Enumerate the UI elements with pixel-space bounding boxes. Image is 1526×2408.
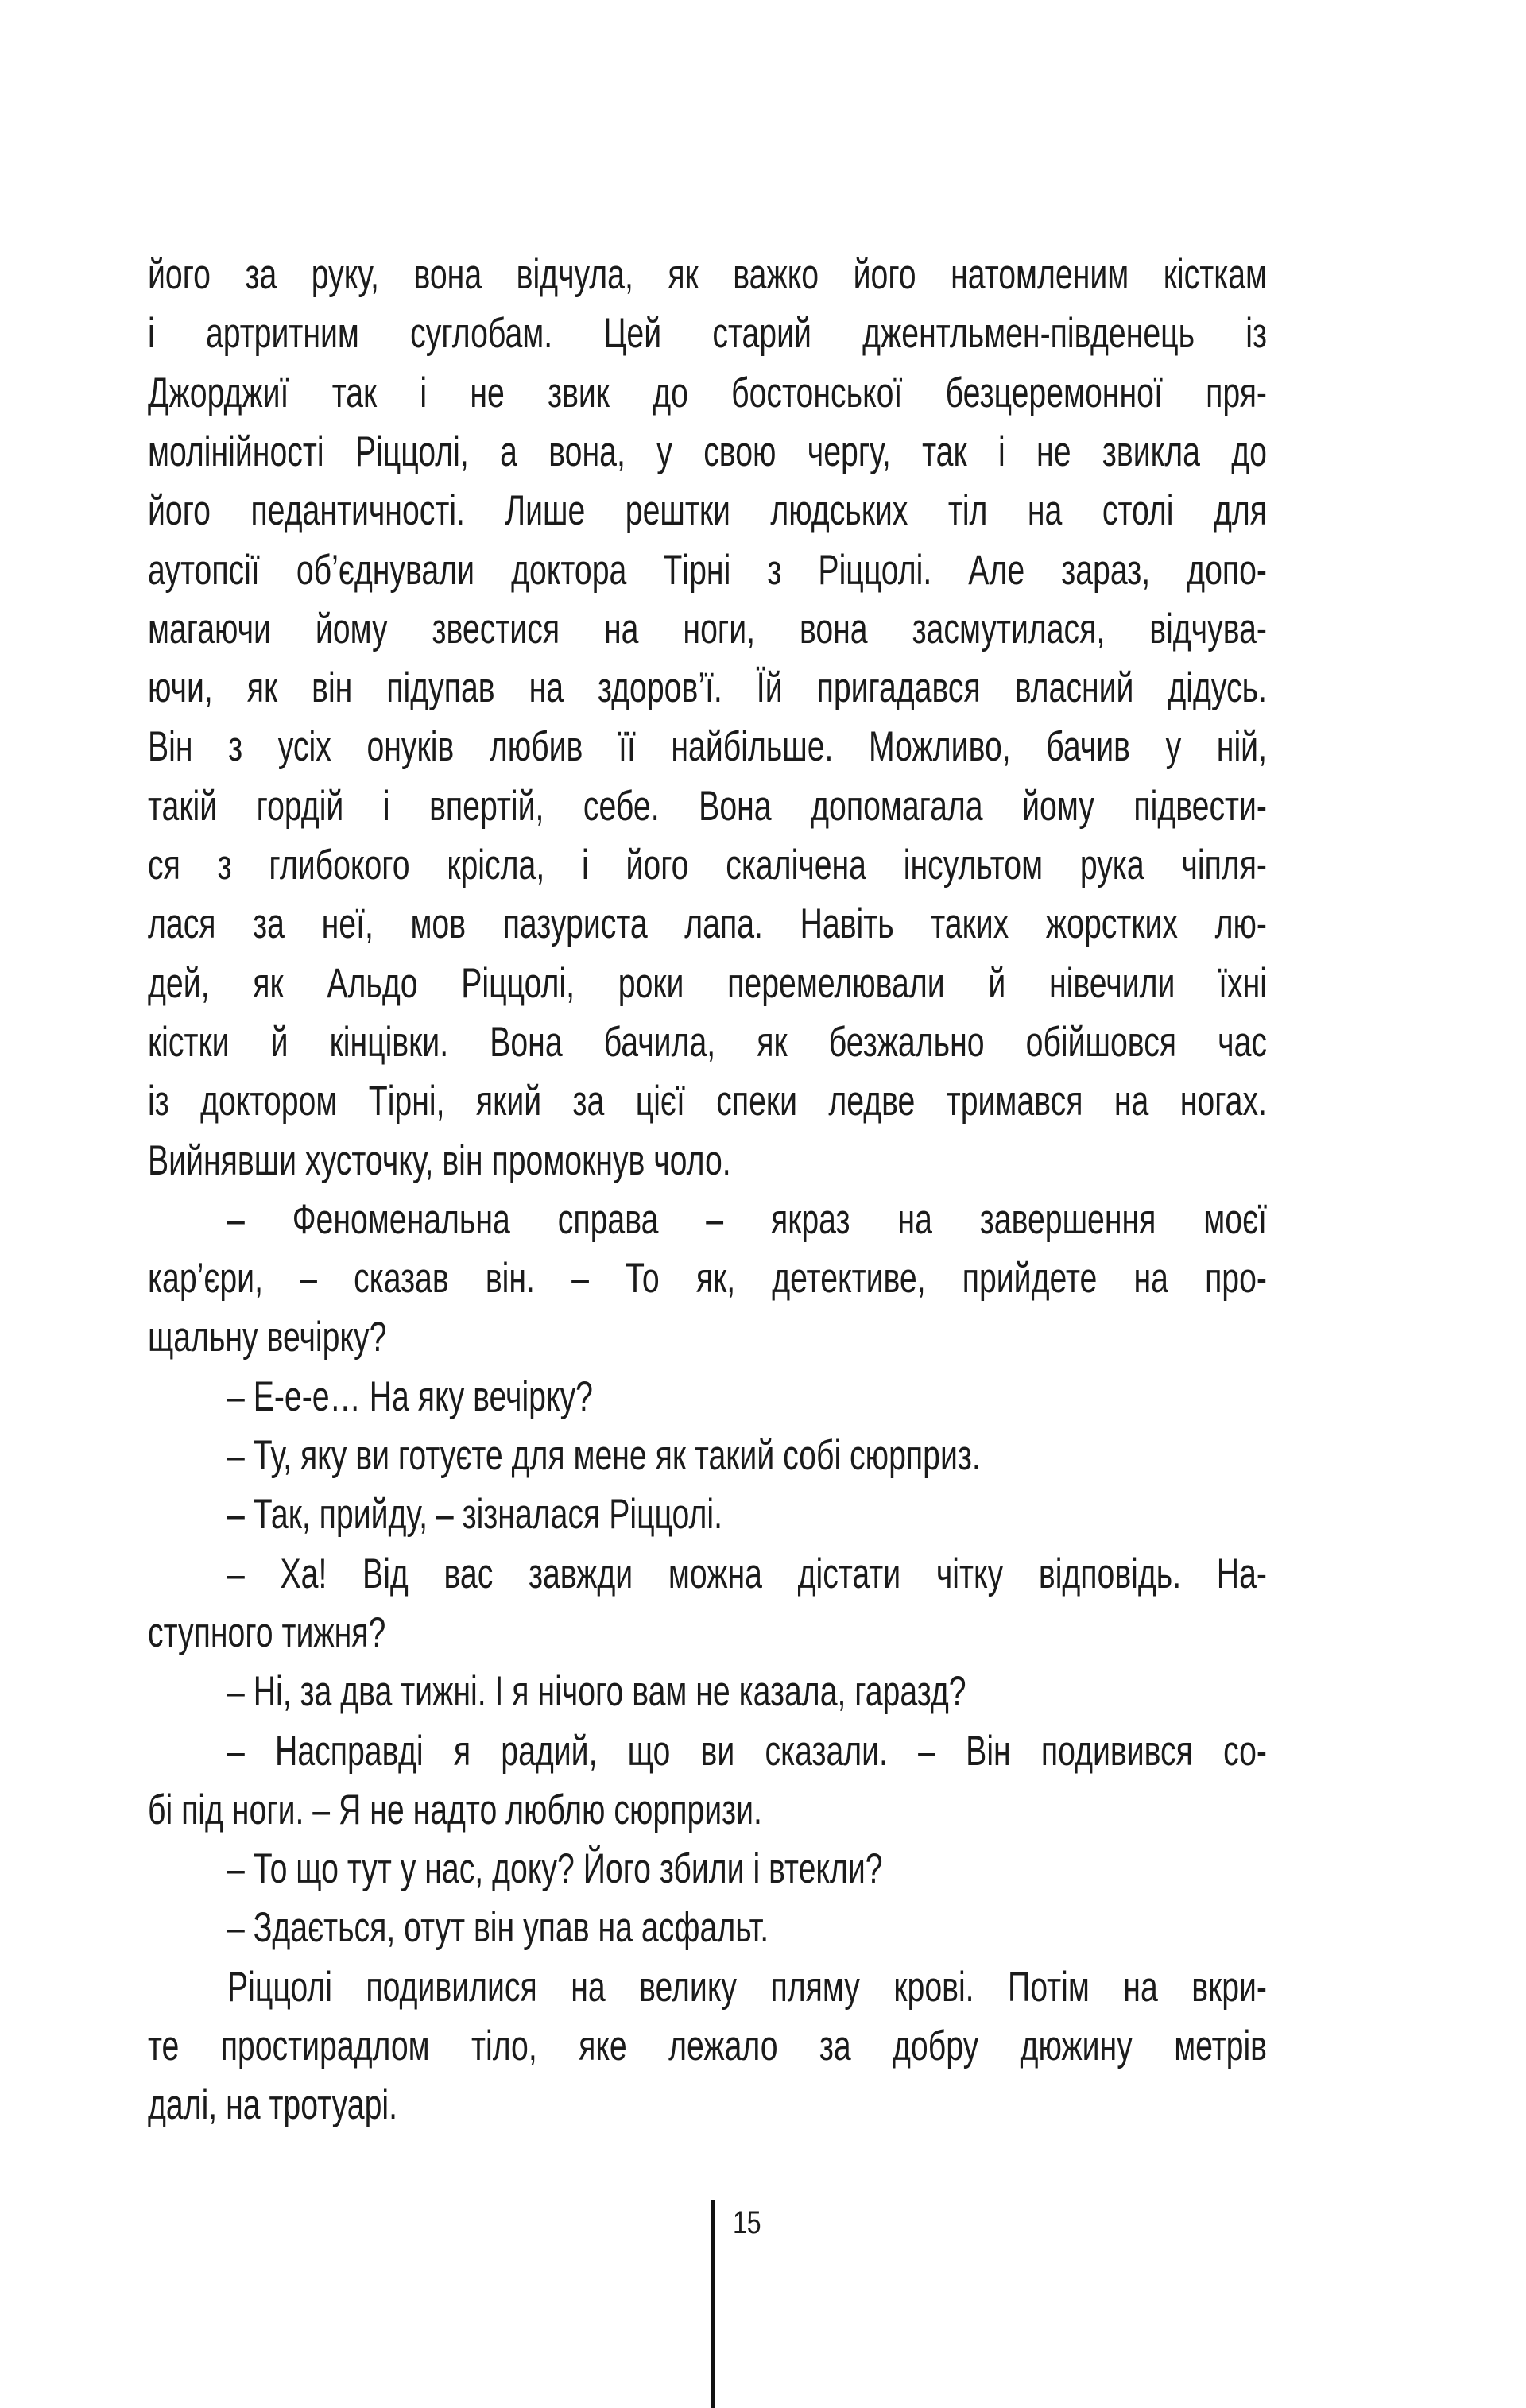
text-line	[227, 1958, 1267, 2017]
text-line-content: аутопсії об’єднували доктора Тірні з Ріццолі. Але зараз, допо-	[148, 546, 1267, 594]
text-line	[227, 1485, 1267, 1544]
text-line	[148, 541, 1267, 600]
text-line-content: – То що тут у нас, доку? Його збили і втекли?	[227, 1845, 883, 1893]
text-line-content: його за руку, вона відчула, як важко його натомленим кісткам	[148, 251, 1267, 298]
text-line	[148, 836, 1267, 895]
text-line	[227, 1427, 1267, 1485]
text-line	[227, 1722, 1267, 1781]
text-line	[148, 1132, 1267, 1190]
text-line	[148, 1604, 1267, 1663]
text-line	[227, 1840, 1267, 1899]
text-line	[148, 482, 1267, 540]
text-line-content: – Ха! Від вас завжди можна дістати чітку відповідь. На-	[227, 1550, 1267, 1597]
text-line-content: – Феноменальна справа – якраз на завершення моєї	[227, 1195, 1267, 1243]
text-line	[148, 2017, 1267, 2076]
text-line-content: дей, як Альдо Ріццолі, роки перемелювали й нівечили їхні	[148, 959, 1267, 1007]
text-line-content: Він з усіх онуків любив її найбільше. Можливо, бачив у ній,	[148, 723, 1267, 771]
text-line	[148, 600, 1267, 659]
text-line-content: щальну вечірку?	[148, 1314, 387, 1361]
text-line-content: кістки й кінцівки. Вона бачила, як безжально обійшовся час	[148, 1018, 1267, 1066]
page-number: 15	[733, 2205, 761, 2240]
text-line-content: магаючи йому звестися на ноги, вона засмутилася, відчува-	[148, 605, 1267, 652]
text-line	[227, 1368, 1267, 1427]
text-line	[227, 1899, 1267, 1957]
text-line-content: – Насправді я радий, що ви сказали. – Він подивився со-	[227, 1727, 1267, 1775]
text-line-content: його педантичності. Лише рештки людських тіл на столі для	[148, 487, 1267, 535]
text-line	[148, 777, 1267, 836]
text-line-content: – Здається, отут він упав на асфальт.	[227, 1904, 769, 1952]
text-line	[148, 1013, 1267, 1072]
text-line	[148, 954, 1267, 1013]
text-line-content: те простирадлом тіло, яке лежало за добру дюжину метрів	[148, 2023, 1267, 2069]
text-line-content: – Е-е-е… На яку вечірку?	[227, 1372, 594, 1420]
text-line-content: лася за неї, мов пазуриста лапа. Навіть таких жорстких лю-	[148, 900, 1267, 948]
text-line	[227, 1190, 1267, 1249]
text-line-content: ючи, як він підупав на здоров’ї. Їй пригадався власний дідусь.	[148, 664, 1267, 712]
text-line	[148, 718, 1267, 776]
text-line-content: – Ту, яку ви готуєте для мене як такий собі сюрприз.	[227, 1432, 981, 1479]
text-line-content: молінійності Ріццолі, а вона, у свою чергу, так і не звикла до	[148, 428, 1267, 475]
text-line-content: бі під ноги. – Я не надто люблю сюрпризи.	[148, 1786, 762, 1833]
text-line	[148, 2076, 1267, 2135]
page-number-rule	[711, 2200, 715, 2408]
text-line-content: кар’єри, – сказав він. – То як, детективе, прийдете на про-	[148, 1255, 1267, 1303]
text-line-content: ступного тижня?	[148, 1609, 386, 1656]
text-line	[148, 1249, 1267, 1308]
text-line	[148, 246, 1267, 304]
text-line	[148, 895, 1267, 954]
text-line-content: ся з глибокого крісла, і його скалічена інсультом рука чіпля-	[148, 842, 1267, 888]
text-line-content: – Так, прийду, – зізналася Ріццолі.	[227, 1491, 723, 1539]
text-line	[148, 1308, 1267, 1367]
text-line-content: такій гордій і впертій, себе. Вона допомагала йому підвести-	[148, 782, 1267, 830]
text-line-content: Джорджиї так і не звик до бостонської безцеремонної пря-	[148, 369, 1267, 416]
text-line-content: – Ні, за два тижні. І я нічого вам не казала, гаразд?	[227, 1668, 966, 1716]
text-line	[148, 1781, 1267, 1840]
text-line	[148, 423, 1267, 482]
text-line-content: далі, на тротуарі.	[148, 2081, 397, 2129]
text-line-content: із доктором Тірні, який за цієї спеки ледве тримався на ногах.	[148, 1078, 1267, 1125]
text-line	[148, 659, 1267, 718]
text-line-content: Вийнявши хусточку, він промокнув чоло.	[148, 1136, 731, 1184]
text-line-content: Ріццолі подивилися на велику пляму крові. Потім на вкри-	[227, 1963, 1267, 2011]
text-line	[227, 1663, 1267, 1721]
text-line	[148, 304, 1267, 363]
text-line	[227, 1545, 1267, 1604]
text-line	[148, 364, 1267, 423]
text-line-content: і артритним суглобам. Цей старий джентльмен-південець із	[148, 310, 1267, 358]
text-line	[148, 1072, 1267, 1131]
